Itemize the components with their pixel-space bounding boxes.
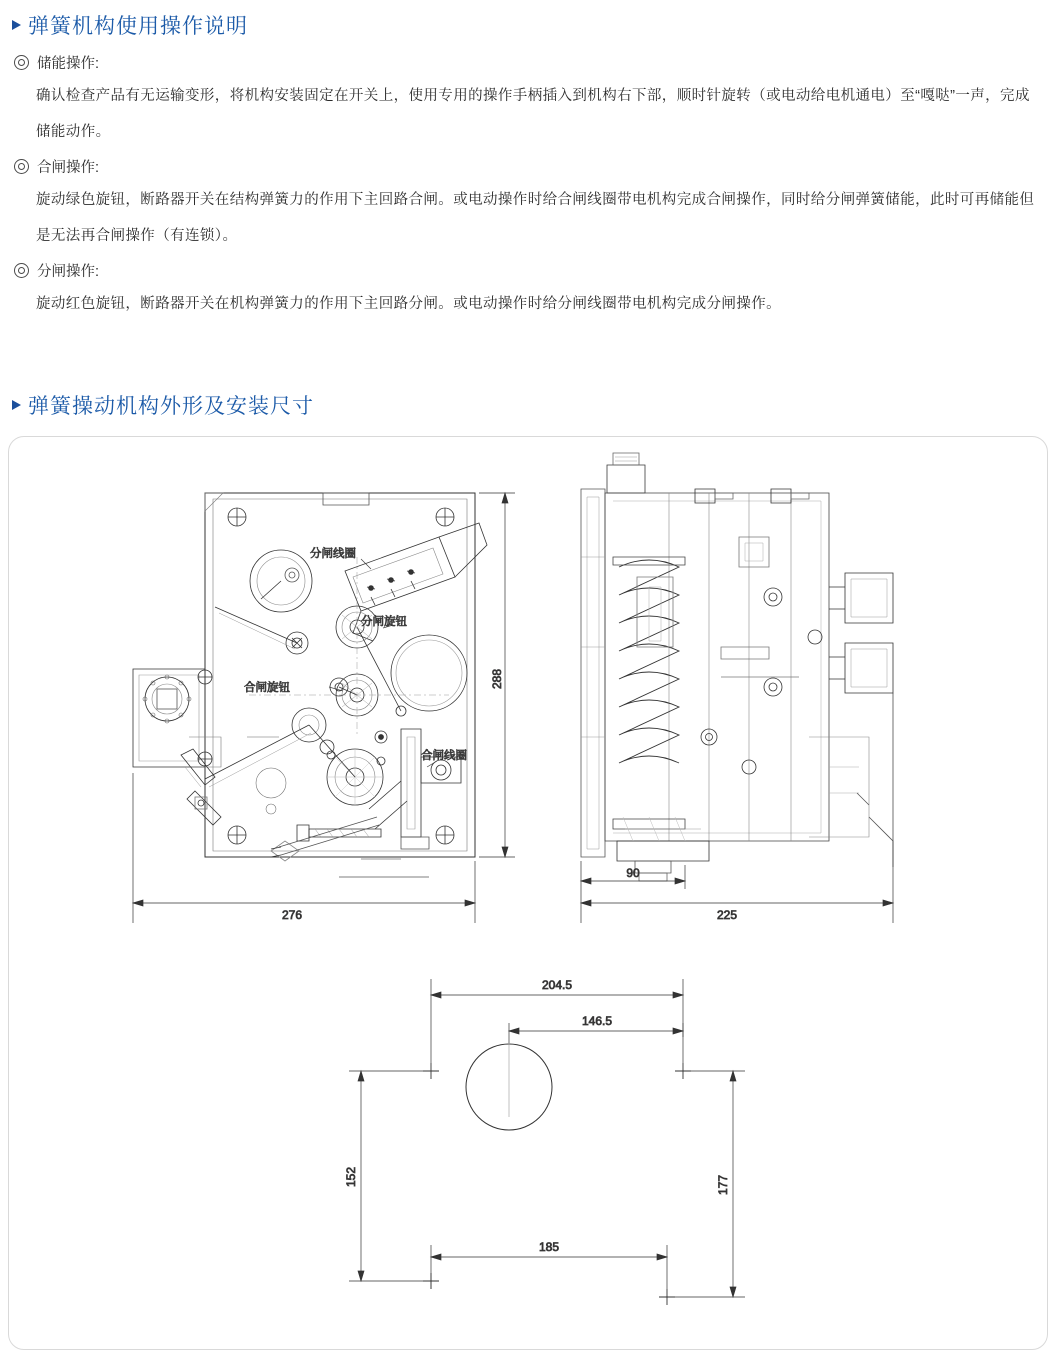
dim-mount-right-height: 177: [716, 1174, 730, 1196]
list-item-label: 合闸操作:: [37, 160, 100, 176]
callout-opening-coil: 分闸线圈: [310, 548, 356, 560]
dim-mount-bottom-width: 185: [538, 1240, 560, 1254]
callout-opening-knob: 分闸旋钮: [361, 616, 407, 628]
section-heading-dimensions: [12, 390, 314, 420]
callout-closing-knob: 合闸旋钮: [244, 682, 290, 694]
list-item-label: 分闸操作:: [37, 264, 100, 280]
callout-closing-coil: 合闸线圈: [421, 750, 467, 762]
dim-side-depth-small: 90: [626, 866, 640, 880]
paragraph: 确认检查产品有无运输变形，将机构安装固定在开关上，使用专用的操作手柄插入到机构右下部，顺时针旋转（或电动给电机通电）至“嘎哒”一声，完成储能动作。: [36, 88, 1030, 140]
circle-bullet-icon: [14, 55, 29, 70]
paragraph: 旋动红色旋钮，断路器开关在机构弹簧力的作用下主回路分闸。或电动操作时给分闸线圈带电机构完成分闸操作。: [36, 296, 781, 312]
dim-mount-inner-width: 146.5: [581, 1014, 613, 1028]
dim-mount-left-height: 152: [344, 1166, 358, 1188]
mechanism-drawing: [9, 437, 1047, 1349]
list-item: [14, 260, 99, 281]
dim-front-height: 288: [490, 668, 504, 690]
triangle-bullet-icon: [12, 400, 21, 410]
section-heading-operation-label: 弹簧机构使用操作说明: [28, 15, 248, 38]
triangle-bullet-icon: [12, 20, 21, 30]
section-heading-dimensions-label: 弹簧操动机构外形及安装尺寸: [28, 395, 314, 418]
paragraph: 旋动绿色旋钮，断路器开关在结构弹簧力的作用下主回路合闸。或电动操作时给合闸线圈带电机构完成合闸操作，同时给分闸弹簧储能，此时可再储能但是无法再合闸操作（有连锁）。: [36, 192, 1035, 244]
list-item: [14, 52, 99, 73]
list-item: [14, 156, 99, 177]
technical-drawing-panel: [8, 436, 1048, 1350]
circle-bullet-icon: [14, 263, 29, 278]
dim-mount-outer-width: 204.5: [541, 978, 573, 992]
dim-side-depth: 225: [716, 908, 738, 922]
list-item-label: 储能操作:: [37, 56, 100, 72]
circle-bullet-icon: [14, 159, 29, 174]
section-heading-operation: [12, 10, 248, 40]
dim-front-width: 276: [281, 908, 303, 922]
